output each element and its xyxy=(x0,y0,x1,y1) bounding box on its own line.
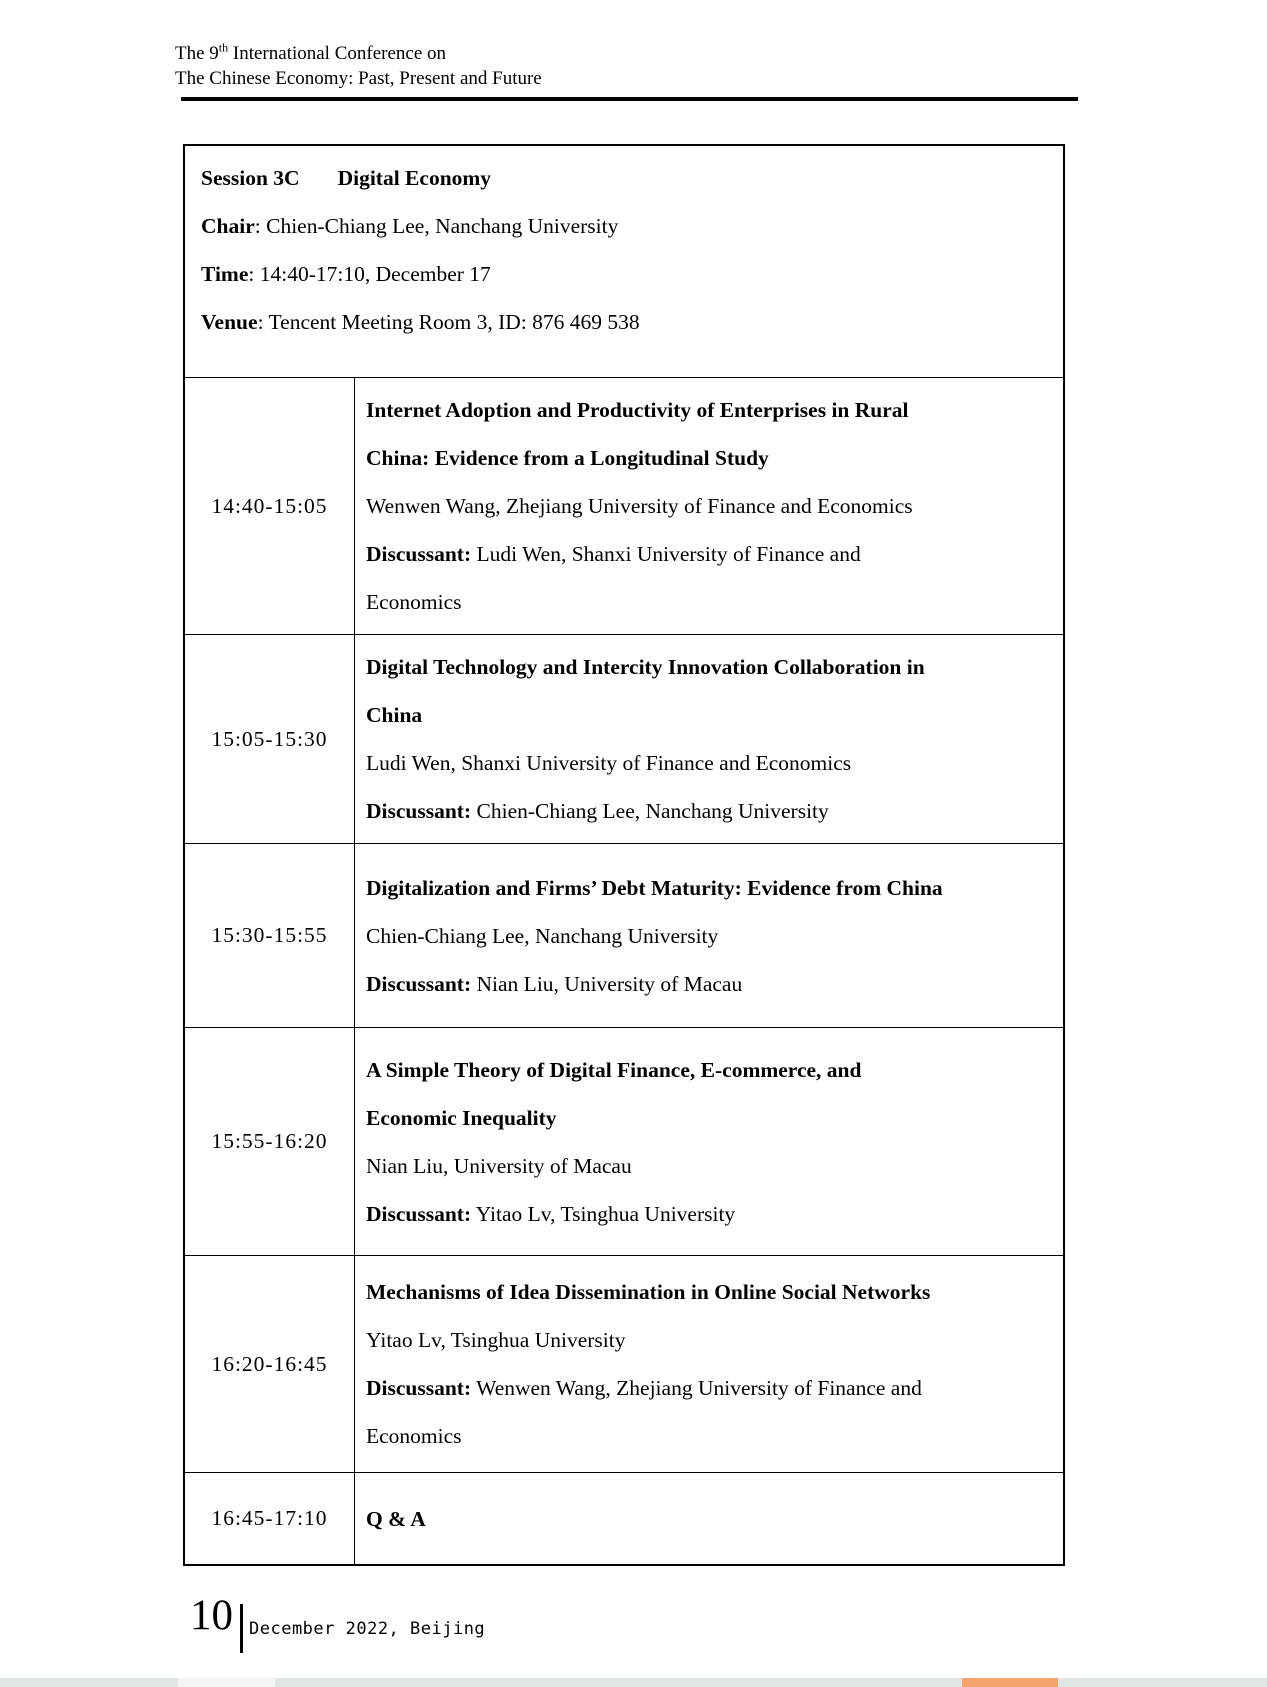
paper-title-line: A Simple Theory of Digital Finance, E-commerce, and xyxy=(366,1057,862,1082)
discussant-label: Discussant: xyxy=(366,1376,472,1400)
time-slot: 16:20-16:45 xyxy=(185,1256,355,1472)
conference-ordinal: The 9 xyxy=(175,43,219,64)
strip-segment-light xyxy=(178,1678,275,1687)
table-row xyxy=(185,634,1063,843)
discussant-value: Yitao Lv, Tsinghua University xyxy=(471,1201,736,1226)
paper-cell xyxy=(355,378,1063,634)
strip-segment-green xyxy=(0,1678,178,1687)
running-head-line1 xyxy=(175,41,542,66)
paper-cell xyxy=(355,635,1063,843)
table-row xyxy=(185,1255,1063,1472)
ordinal-superscript: th xyxy=(218,40,229,55)
session-time-line xyxy=(201,250,1043,298)
paper-cell xyxy=(355,1028,1063,1255)
conference-name-rest: International Conference on xyxy=(228,43,447,64)
session-title-line xyxy=(201,154,1043,202)
paper-title-line: Digitalization and Firms’ Debt Maturity: Evidence from China xyxy=(366,875,943,900)
discussant-value: Ludi Wen, Shanxi University of Finance and xyxy=(471,542,861,566)
paper-title-line: Mechanisms of Idea Dissemination in Online Social Networks xyxy=(366,1280,931,1304)
strip-segment-orange xyxy=(962,1678,1058,1687)
header-rule xyxy=(181,97,1078,101)
paper-title-line: Internet Adoption and Productivity of Enterprises in Rural xyxy=(366,398,909,422)
running-head-line2: The Chinese Economy: Past, Present and Future xyxy=(175,68,542,89)
time-label: Time xyxy=(201,262,249,286)
discussant-label: Discussant: xyxy=(366,542,472,566)
paper-title-line: Economic Inequality xyxy=(366,1105,557,1130)
discussant-line xyxy=(366,1190,985,1238)
venue-label: Venue xyxy=(201,310,258,334)
strip-segment-green xyxy=(275,1678,962,1687)
table-row xyxy=(185,377,1063,634)
table-row xyxy=(185,843,1063,1027)
discussant-label: Discussant: xyxy=(366,971,472,996)
presenter-line: Wenwen Wang, Zhejiang University of Finance and Economics xyxy=(366,494,913,518)
bottom-decorative-strip xyxy=(0,1678,1267,1687)
footer-caption: December 2022, Beijing xyxy=(249,1619,486,1639)
discussant-line xyxy=(366,787,985,835)
discussant-line xyxy=(366,1364,985,1412)
chair-value: : Chien-Chiang Lee, Nanchang University xyxy=(254,214,619,238)
qa-cell xyxy=(355,1473,1063,1564)
presenter-line: Nian Liu, University of Macau xyxy=(366,1153,632,1178)
table-row xyxy=(185,1027,1063,1255)
time-value: : 14:40-17:10, December 17 xyxy=(248,262,491,286)
presenter-line: Yitao Lv, Tsinghua University xyxy=(366,1328,626,1352)
running-head xyxy=(175,41,542,91)
paper-title-line: China: Evidence from a Longitudinal Study xyxy=(366,446,769,470)
time-slot: 16:45-17:10 xyxy=(185,1473,355,1564)
paper-cell xyxy=(355,1256,1063,1472)
discussant-overflow-line: Economics xyxy=(366,1424,462,1448)
time-slot: 15:05-15:30 xyxy=(185,635,355,843)
session-info-block xyxy=(185,146,1063,377)
venue-value: : Tencent Meeting Room 3, ID: 876 469 538 xyxy=(257,310,640,334)
session-chair-line xyxy=(201,202,1043,250)
presenter-line: Ludi Wen, Shanxi University of Finance and Economics xyxy=(366,751,852,775)
session-venue-line xyxy=(201,298,1043,346)
footer-divider-bar xyxy=(240,1604,243,1653)
table-row xyxy=(185,1472,1063,1564)
discussant-label: Discussant: xyxy=(366,1201,472,1226)
session-topic: Digital Economy xyxy=(337,166,492,190)
session-table xyxy=(183,144,1065,1566)
discussant-value: Chien-Chiang Lee, Nanchang University xyxy=(471,799,829,823)
chair-label: Chair xyxy=(201,214,255,238)
time-slot: 15:30-15:55 xyxy=(185,844,355,1027)
page-number: 10 xyxy=(190,1592,233,1639)
time-slot: 15:55-16:20 xyxy=(185,1028,355,1255)
discussant-label: Discussant: xyxy=(366,799,472,823)
session-number: Session 3C xyxy=(201,166,300,190)
strip-segment-green xyxy=(1058,1678,1267,1687)
qa-label: Q & A xyxy=(366,1506,426,1531)
discussant-value: Nian Liu, University of Macau xyxy=(471,971,743,996)
paper-cell xyxy=(355,844,1063,1027)
presenter-line: Chien-Chiang Lee, Nanchang University xyxy=(366,923,719,948)
discussant-line xyxy=(366,530,985,578)
time-slot: 14:40-15:05 xyxy=(185,378,355,634)
paper-title-line: Digital Technology and Intercity Innovation Collaboration in xyxy=(366,655,925,679)
discussant-line xyxy=(366,960,985,1008)
discussant-overflow-line: Economics xyxy=(366,590,462,614)
paper-title-line: China xyxy=(366,703,423,727)
discussant-value: Wenwen Wang, Zhejiang University of Finance and xyxy=(471,1376,922,1400)
